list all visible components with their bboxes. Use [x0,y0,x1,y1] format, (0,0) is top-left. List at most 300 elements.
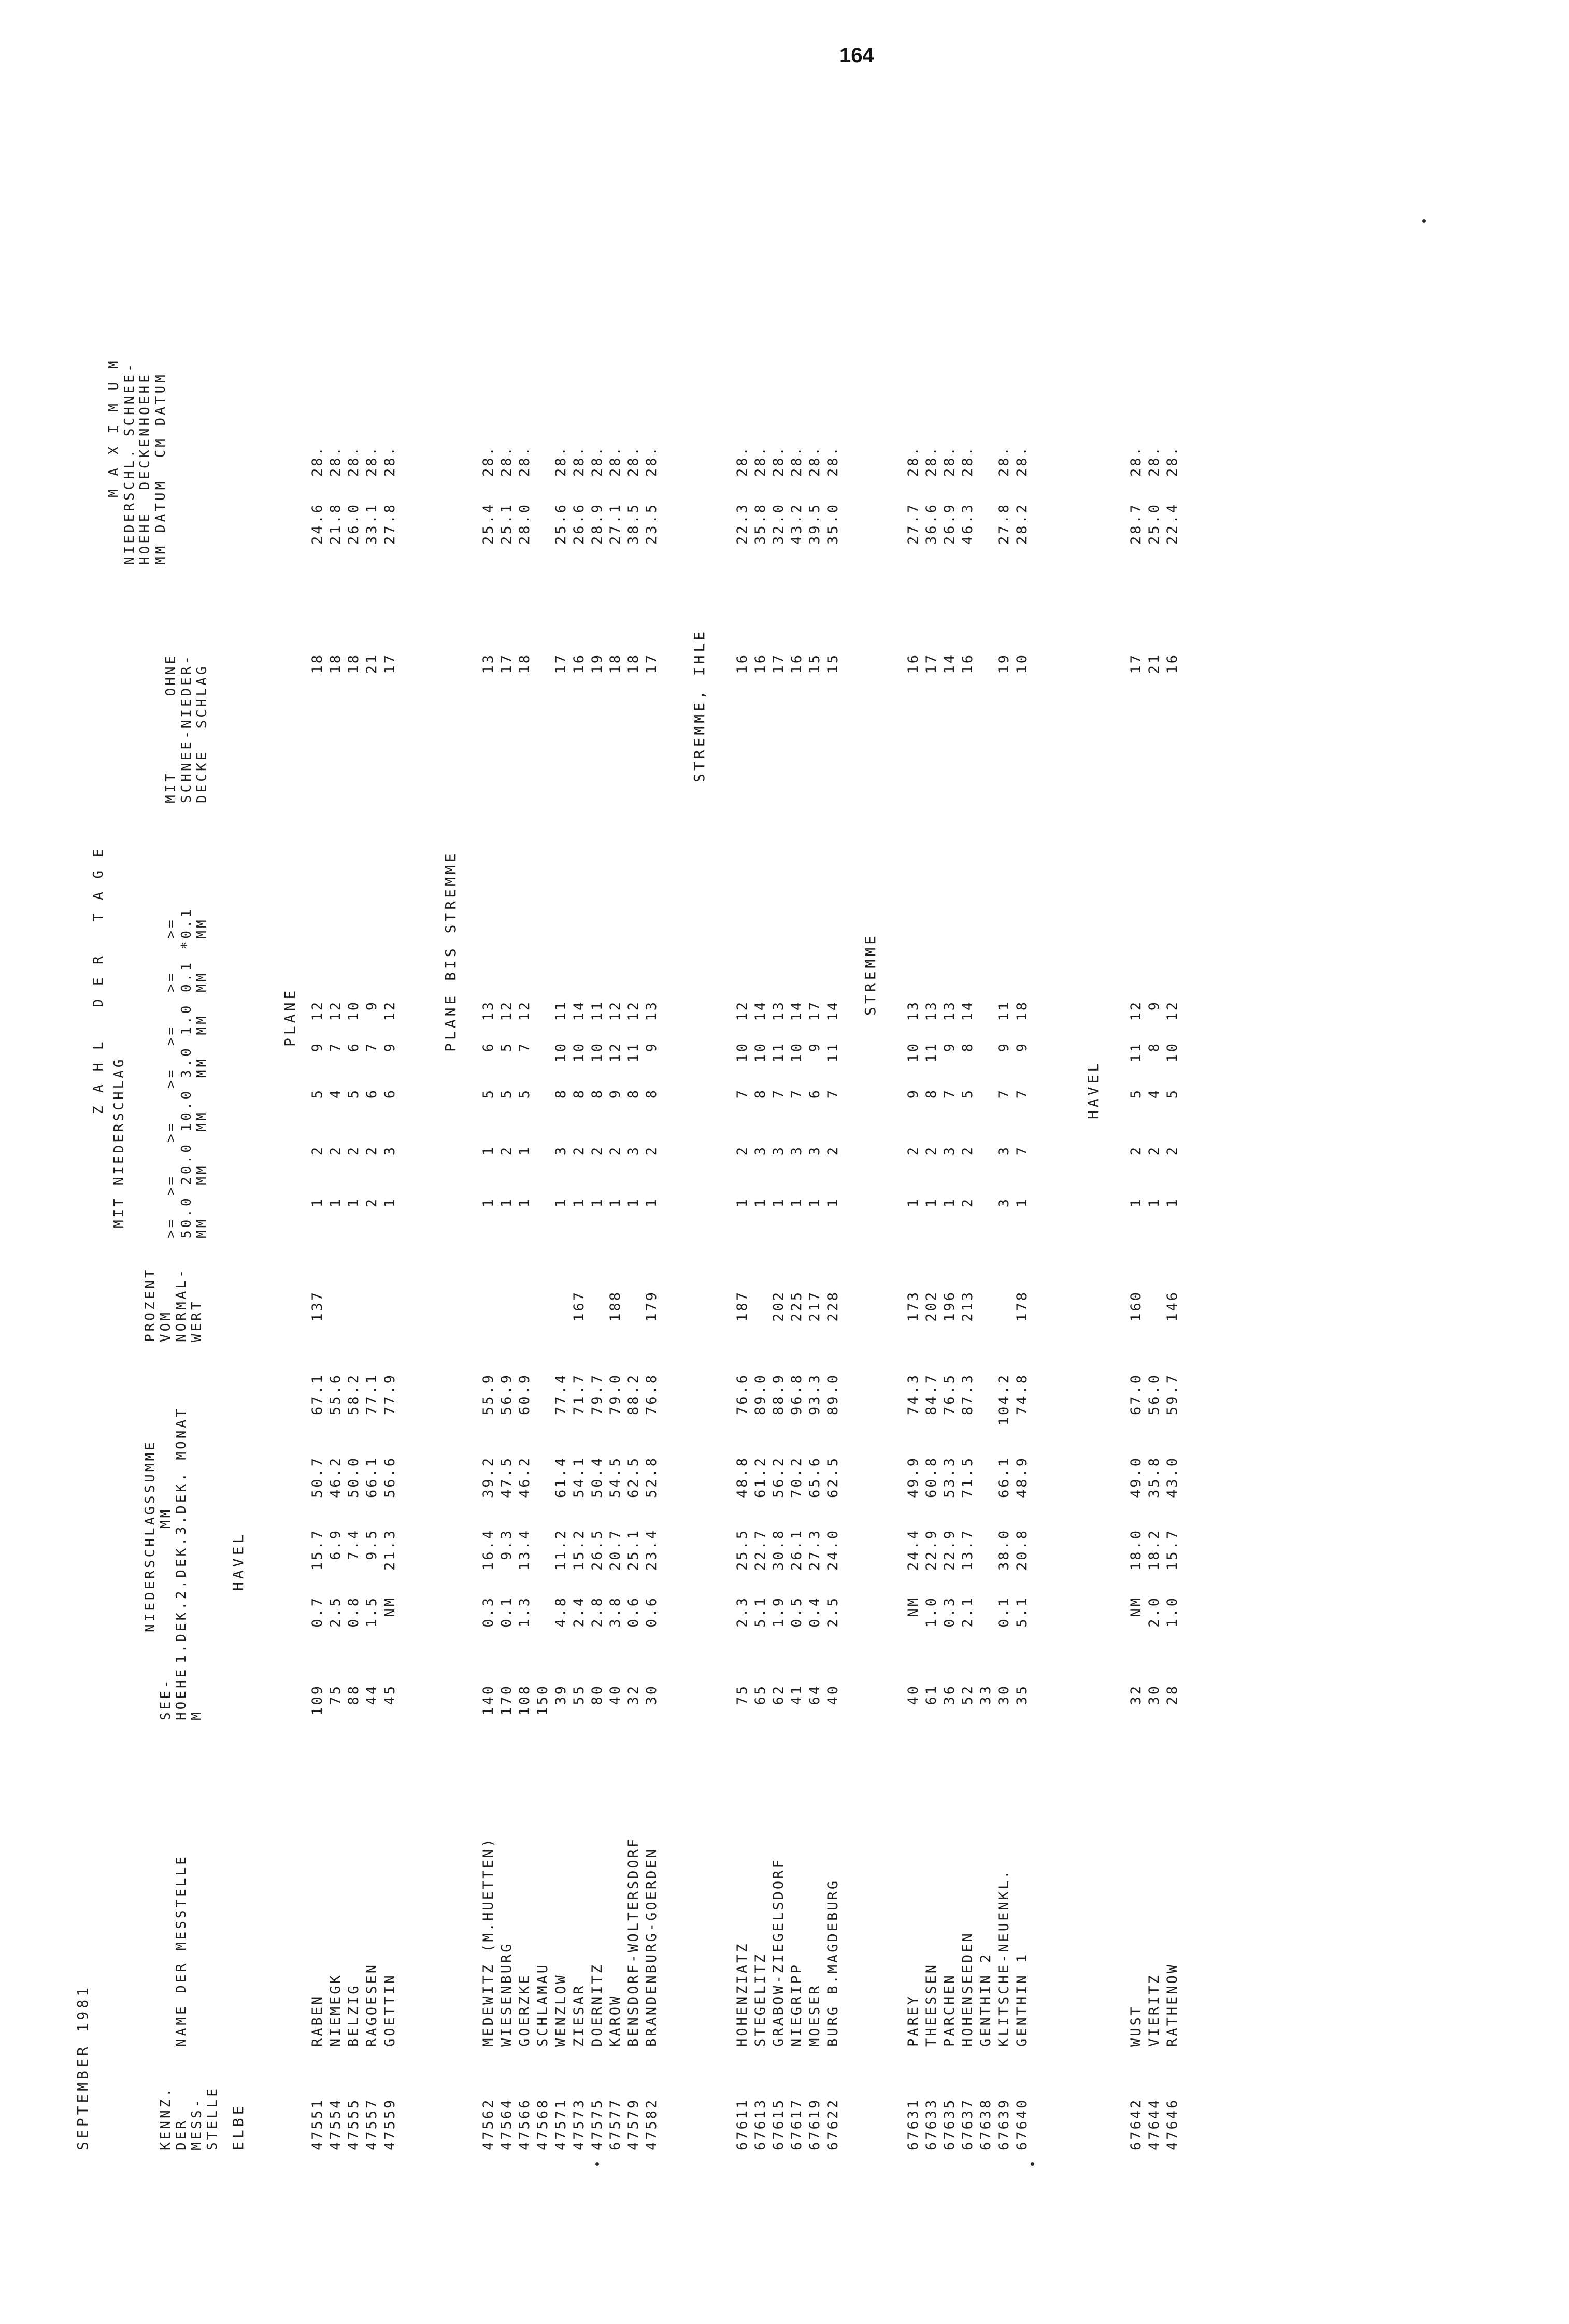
cell-kennz: 47562 [480,2098,496,2150]
cell-dek2: 22.9 [942,1529,958,1571]
cell-ohne: 17 [644,653,660,674]
cell-monat: 87.3 [960,1373,976,1416]
header-mit-nied: MIT NIEDERSCHLAG [111,1057,127,1228]
cell-max-datum: 28. [789,445,805,477]
cell-count-1: 17 [807,1000,823,1021]
cell-dek3: 47.5 [498,1456,515,1499]
cell-count-50: 1 [382,1197,398,1208]
cell-kennz: 67633 [923,2098,939,2150]
table-row [552,78,570,2150]
cell-count-1: 14 [571,1000,587,1021]
table-row [534,78,552,2150]
cell-count-20: 3 [382,1145,398,1156]
cell-dek3: 46.2 [327,1456,344,1499]
cell-count-20: 2 [309,1145,325,1156]
margin-dot [595,2162,599,2166]
cell-max: 27.1 [607,503,623,545]
cell-count-1: 12 [382,1000,398,1021]
cell-monat: 76.8 [644,1373,660,1416]
cell-kennz: 47554 [327,2098,344,2150]
cell-dek3: 35.8 [1146,1456,1162,1499]
cell-kennz: 47557 [364,2098,380,2150]
cell-dek2: 9.3 [498,1529,515,1560]
cell-hoehe: 30 [996,1684,1012,1705]
table-row [588,78,606,2150]
cell-count-10: 8 [553,1088,569,1099]
margin-dot [1031,2162,1034,2166]
cell-monat: 76.5 [942,1373,958,1416]
cell-monat: 88.9 [771,1373,787,1416]
cell-count-50: 1 [771,1197,787,1208]
cell-count-3: 10 [789,1042,805,1063]
cell-kennz: 67639 [996,2098,1012,2150]
cell-name: HOHENZIATZ [734,1942,750,2047]
group-havel [1127,78,1181,2150]
cell-max: 27.8 [382,503,398,545]
cell-name: BRANDENBURG-GOERDEN [644,1847,660,2047]
table-row [326,78,345,2150]
cell-count-1: 11 [553,1000,569,1021]
cell-ohne: 17 [923,653,939,674]
cell-name: PAREY [905,1994,921,2047]
cell-prozent: 188 [607,1290,623,1322]
cell-monat: 71.7 [571,1373,587,1416]
cell-monat: 76.6 [734,1373,750,1416]
cell-monat: 77.4 [553,1373,569,1416]
cell-dek3: 71.5 [960,1456,976,1499]
cell-kennz: 47575 [589,2098,605,2150]
cell-dek1: NM [905,1596,921,1617]
cell-count-10: 4 [327,1088,344,1099]
cell-kennz: 47644 [1146,2098,1162,2150]
cell-monat: 55.6 [327,1373,344,1416]
group-plane-bis-stremme [479,78,661,2150]
cell-count-20: 3 [752,1145,768,1156]
cell-ohne: 16 [734,653,750,674]
cell-count-50: 1 [571,1197,587,1208]
cell-dek1: 0.7 [309,1596,325,1628]
cell-monat: 77.1 [364,1373,380,1416]
cell-prozent: 173 [905,1290,921,1322]
cell-max: 26.0 [346,503,362,545]
cell-dek3: 66.1 [996,1456,1012,1499]
cell-hoehe: 80 [589,1684,605,1705]
cell-count-1: 14 [789,1000,805,1021]
subbasin-label: PLANE [281,987,298,1047]
table-row [824,78,842,2150]
cell-dek1: 2.5 [327,1596,344,1628]
cell-count-50: 3 [996,1197,1012,1208]
cell-count-3: 11 [825,1042,841,1063]
header-sum-title: NIEDERSCHLAGSSUMME MM [142,1439,174,1632]
table-row [345,78,363,2150]
cell-count-50: 1 [644,1197,660,1208]
cell-count-10: 6 [382,1088,398,1099]
cell-max-datum: 28. [734,445,750,477]
cell-count-20: 2 [327,1145,344,1156]
cell-kennz: 47579 [625,2098,641,2150]
cell-ohne: 18 [327,653,344,674]
cell-count-50: 1 [625,1197,641,1208]
cell-max: 28.2 [1014,503,1030,545]
cell-max-datum: 28. [589,445,605,477]
cell-dek1: 2.0 [1146,1596,1162,1628]
cell-hoehe: 140 [480,1684,496,1716]
cell-count-1: 13 [644,1000,660,1021]
cell-prozent: 179 [644,1290,660,1322]
cell-count-1: 12 [517,1000,533,1021]
cell-max-datum: 28. [498,445,515,477]
cell-count-1: 12 [327,1000,344,1021]
cell-ohne: 18 [346,653,362,674]
cell-dek3: 61.4 [553,1456,569,1499]
cell-dek2: 22.9 [923,1529,939,1571]
cell-name: KAROW [607,1994,623,2047]
cell-count-1: 13 [923,1000,939,1021]
cell-max-datum: 28. [553,445,569,477]
cell-count-20: 3 [553,1145,569,1156]
cell-dek1: 2.5 [825,1596,841,1628]
cell-kennz: 47582 [644,2098,660,2150]
cell-kennz: 67615 [771,2098,787,2150]
cell-name: RAGOESEN [364,1962,380,2047]
cell-prozent: 202 [923,1290,939,1322]
table-row [381,78,399,2150]
cell-name: PARCHEN [942,1973,958,2047]
cell-max-datum: 28. [960,445,976,477]
cell-max: 22.3 [734,503,750,545]
cell-count-1: 12 [309,1000,325,1021]
cell-hoehe: 88 [346,1684,362,1705]
cell-count-50: 1 [480,1197,496,1208]
cell-kennz: 67611 [734,2098,750,2150]
cell-hoehe: 52 [960,1684,976,1705]
cell-dek3: 43.0 [1164,1456,1180,1499]
cell-ohne: 19 [589,653,605,674]
cell-kennz: 47551 [309,2098,325,2150]
cell-count-20: 2 [346,1145,362,1156]
cell-monat: 67.1 [309,1373,325,1416]
cell-count-3: 10 [905,1042,921,1063]
cell-count-20: 2 [364,1145,380,1156]
cell-prozent: 178 [1014,1290,1030,1322]
cell-prozent: 146 [1164,1290,1180,1322]
cell-hoehe: 45 [382,1684,398,1705]
cell-name: MOESER [807,1984,823,2047]
cell-max: 43.2 [789,503,805,545]
cell-count-10: 7 [789,1088,805,1099]
cell-count-50: 1 [905,1197,921,1208]
cell-max-datum: 28. [752,445,768,477]
cell-count-50: 1 [734,1197,750,1208]
cell-kennz: 67617 [789,2098,805,2150]
group-stremme-ihle [733,78,842,2150]
cell-name: HOHENSEEDEN [960,1931,976,2047]
cell-hoehe: 75 [734,1684,750,1705]
cell-max: 25.1 [498,503,515,545]
cell-max: 46.3 [960,503,976,545]
table-row [733,78,751,2150]
cell-dek3: 61.2 [752,1456,768,1499]
cell-count-20: 2 [589,1145,605,1156]
cell-count-1: 11 [996,1000,1012,1021]
table-row [643,78,661,2150]
table-row [363,78,381,2150]
cell-ohne: 21 [1146,653,1162,674]
basin-label: HAVEL [230,1531,247,1591]
cell-name: WENZLOW [553,1973,569,2047]
header-prozent: PROZENT VOM NORMAL- WERT [142,1267,205,1342]
cell-kennz: 67640 [1014,2098,1030,2150]
cell-count-10: 5 [1128,1088,1144,1099]
cell-count-10: 7 [825,1088,841,1099]
cell-count-50: 1 [752,1197,768,1208]
cell-max: 32.0 [771,503,787,545]
cell-dek1: 5.1 [752,1596,768,1628]
cell-dek3: 48.9 [1014,1456,1030,1499]
cell-count-10: 7 [1014,1088,1030,1099]
cell-max: 27.8 [996,503,1012,545]
cell-monat: 96.8 [789,1373,805,1416]
cell-dek2: 20.8 [1014,1529,1030,1571]
cell-dek1: 4.8 [553,1596,569,1628]
header-thresholds: >= >= >= >= >= >= >= 50.0 20.0 10.0 3.0 1.0 0.1 *0.1 MM MM MM MM MM MM MM [163,906,210,1238]
cell-count-20: 3 [625,1145,641,1156]
cell-count-50: 1 [789,1197,805,1208]
cell-count-20: 2 [905,1145,921,1156]
cell-count-20: 2 [734,1145,750,1156]
cell-kennz: 67638 [978,2098,994,2150]
cell-count-50: 2 [364,1197,380,1208]
cell-dek2: 18.2 [1146,1529,1162,1571]
cell-count-10: 8 [589,1088,605,1099]
table-row [788,78,806,2150]
cell-kennz: 47555 [346,2098,362,2150]
cell-count-10: 7 [771,1088,787,1099]
cell-monat: 89.0 [752,1373,768,1416]
cell-dek2: 13.4 [517,1529,533,1571]
cell-count-20: 2 [644,1145,660,1156]
table-row [1163,78,1181,2150]
cell-dek1: 0.4 [807,1596,823,1628]
cell-count-20: 7 [1014,1145,1030,1156]
table-row [479,78,497,2150]
cell-name: BENSDORF-WOLTERSDORF [625,1836,641,2047]
cell-count-10: 5 [346,1088,362,1099]
cell-kennz: 47573 [571,2098,587,2150]
cell-dek2: 22.7 [752,1529,768,1571]
cell-max-datum: 28. [480,445,496,477]
table-row [806,78,824,2150]
table-row [606,78,624,2150]
cell-kennz: 47566 [517,2098,533,2150]
cell-hoehe: 32 [1128,1684,1144,1705]
cell-count-10: 9 [607,1088,623,1099]
cell-hoehe: 170 [498,1684,515,1716]
cell-max: 26.9 [942,503,958,545]
header-maximum: M A X I M U M NIEDERSCHL. SCHNEE- HOEHE DECKENHOEHE MM DATUM CM DATUM [106,358,168,565]
cell-name: VIERITZ [1146,1973,1162,2047]
cell-kennz: 47571 [553,2098,569,2150]
cell-count-1: 12 [1128,1000,1144,1021]
cell-dek2: 24.0 [825,1529,841,1571]
cell-monat: 74.3 [905,1373,921,1416]
cell-count-3: 6 [480,1042,496,1052]
cell-kennz: 67577 [607,2098,623,2150]
cell-max-datum: 28. [1146,445,1162,477]
cell-dek2: 6.9 [327,1529,344,1560]
cell-count-50: 1 [553,1197,569,1208]
table-row [624,78,643,2150]
cell-name: GOETTIN [382,1973,398,2047]
group-stremme [904,78,1031,2150]
cell-count-3: 9 [942,1042,958,1052]
cell-kennz: 47646 [1164,2098,1180,2150]
cell-hoehe: 40 [607,1684,623,1705]
cell-monat: 58.2 [346,1373,362,1416]
cell-dek2: 21.3 [382,1529,398,1571]
cell-count-20: 3 [771,1145,787,1156]
cell-count-3: 9 [382,1042,398,1052]
cell-count-20: 2 [960,1145,976,1156]
cell-dek3: 70.2 [789,1456,805,1499]
cell-prozent: 228 [825,1290,841,1322]
cell-count-50: 1 [923,1197,939,1208]
cell-dek2: 15.7 [1164,1529,1180,1571]
cell-dek2: 18.0 [1128,1529,1144,1571]
cell-count-1: 9 [1146,1000,1162,1011]
cell-count-20: 3 [789,1145,805,1156]
cell-dek1: 0.3 [480,1596,496,1628]
cell-count-1: 12 [625,1000,641,1021]
cell-count-50: 1 [1128,1197,1144,1208]
cell-monat: 60.9 [517,1373,533,1416]
cell-prozent: 187 [734,1290,750,1322]
cell-dek1: 1.0 [1164,1596,1180,1628]
cell-monat: 59.7 [1164,1373,1180,1416]
cell-max-datum: 28. [644,445,660,477]
cell-dek3: 50.7 [309,1456,325,1499]
cell-dek3: 66.1 [364,1456,380,1499]
cell-max: 36.6 [923,503,939,545]
cell-dek2: 11.2 [553,1529,569,1571]
cell-kennz: 67631 [905,2098,921,2150]
cell-ohne: 16 [789,653,805,674]
cell-max-datum: 28. [1128,445,1144,477]
cell-count-10: 8 [571,1088,587,1099]
cell-max-datum: 28. [996,445,1012,477]
cell-count-20: 2 [1146,1145,1162,1156]
cell-name: KLITSCHE-NEUENKL. [996,1868,1012,2047]
cell-count-3: 8 [960,1042,976,1052]
cell-hoehe: 30 [1146,1684,1162,1705]
cell-ohne: 16 [752,653,768,674]
cell-count-10: 5 [498,1088,515,1099]
cell-dek2: 26.1 [789,1529,805,1571]
cell-dek1: NM [1128,1596,1144,1617]
cell-count-3: 10 [1164,1042,1180,1063]
cell-dek1: 1.5 [364,1596,380,1628]
cell-max-datum: 28. [346,445,362,477]
header-zahl-title: Z A H L D E R T A G E [91,846,106,1114]
cell-hoehe: 55 [571,1684,587,1705]
cell-count-1: 18 [1014,1000,1030,1021]
cell-dek3: 50.0 [346,1456,362,1499]
cell-count-50: 1 [498,1197,515,1208]
cell-hoehe: 65 [752,1684,768,1705]
cell-count-1: 10 [346,1000,362,1021]
cell-dek3: 48.8 [734,1456,750,1499]
cell-name: BELZIG [346,1984,362,2047]
cell-count-50: 1 [942,1197,958,1208]
cell-ohne: 13 [480,653,496,674]
table-row [497,78,516,2150]
cell-dek1: 5.1 [1014,1596,1030,1628]
cell-hoehe: 33 [978,1684,994,1705]
cell-count-1: 12 [734,1000,750,1021]
cell-dek3: 62.5 [825,1456,841,1499]
cell-max: 35.8 [752,503,768,545]
cell-count-10: 5 [480,1088,496,1099]
cell-name: NIEGRIPP [789,1962,805,2047]
header-kennz: KENNZ. DER MESS- STELLE [158,2086,220,2150]
cell-max-datum: 28. [625,445,641,477]
cell-max-datum: 28. [825,445,841,477]
cell-count-10: 5 [1164,1088,1180,1099]
cell-count-10: 6 [807,1088,823,1099]
cell-max-datum: 28. [1014,445,1030,477]
cell-hoehe: 64 [807,1684,823,1705]
cell-count-3: 11 [1128,1042,1144,1063]
cell-ohne: 18 [607,653,623,674]
header-name: NAME DER MESSTELLE [174,1854,189,2047]
cell-count-10: 8 [625,1088,641,1099]
cell-max: 21.8 [327,503,344,545]
cell-dek3: 65.6 [807,1456,823,1499]
cell-count-1: 12 [607,1000,623,1021]
cell-count-50: 1 [807,1197,823,1208]
cell-count-20: 2 [571,1145,587,1156]
cell-dek3: 39.2 [480,1456,496,1499]
cell-ohne: 14 [942,653,958,674]
cell-max-datum: 28. [923,445,939,477]
table-row [570,78,588,2150]
cell-kennz: 47568 [535,2098,551,2150]
cell-count-10: 4 [1146,1088,1162,1099]
cell-ohne: 15 [825,653,841,674]
cell-count-20: 2 [607,1145,623,1156]
cell-dek1: 2.4 [571,1596,587,1628]
cell-name: GENTHIN 1 [1014,1952,1030,2047]
cell-monat: 67.0 [1128,1373,1144,1416]
cell-count-3: 9 [1014,1042,1030,1052]
cell-kennz: 67613 [752,2098,768,2150]
cell-count-3: 10 [752,1042,768,1063]
cell-monat: 79.7 [589,1373,605,1416]
cell-dek1: 2.3 [734,1596,750,1628]
cell-dek1: 0.8 [346,1596,362,1628]
cell-hoehe: 35 [1014,1684,1030,1705]
cell-max: 23.5 [644,503,660,545]
cell-hoehe: 41 [789,1684,805,1705]
cell-dek1: 0.5 [789,1596,805,1628]
cell-ohne: 17 [498,653,515,674]
header-mit-ohne: MIT OHNE SCHNEE-NIEDER- DECKE SCHLAG [163,653,210,803]
cell-hoehe: 62 [771,1684,787,1705]
cell-ohne: 19 [996,653,1012,674]
cell-prozent: 225 [789,1290,805,1322]
cell-prozent: 160 [1128,1290,1144,1322]
